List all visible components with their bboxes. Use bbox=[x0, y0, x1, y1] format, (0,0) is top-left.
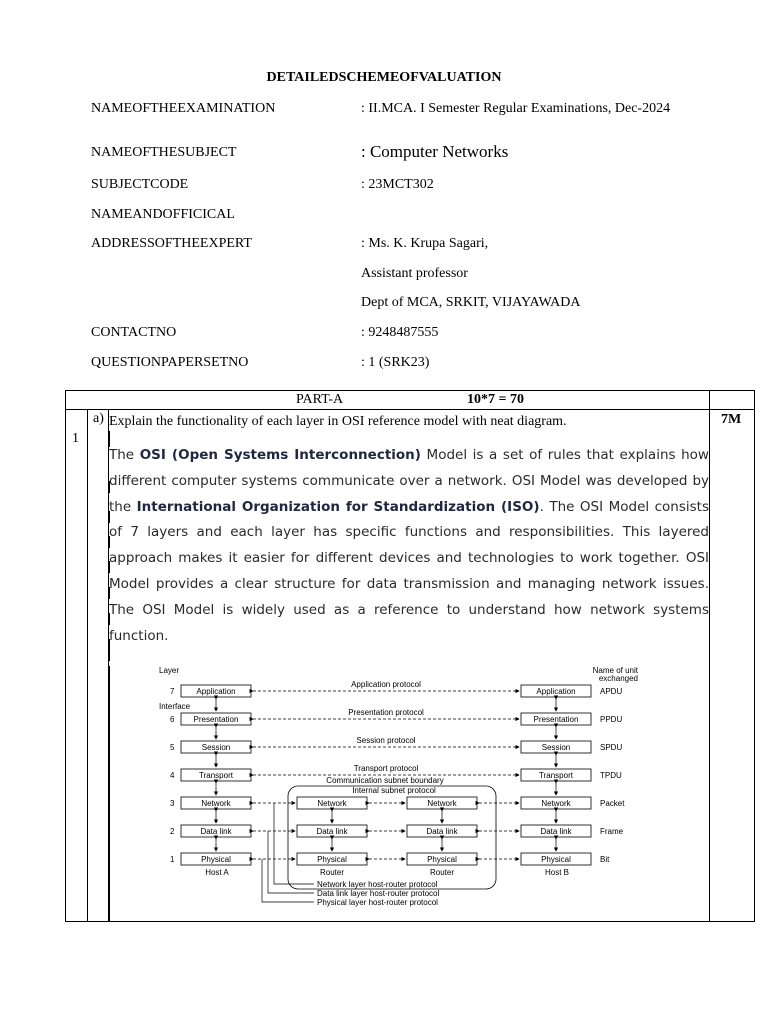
router-2-data-link-label: Data link bbox=[426, 827, 458, 836]
expert-name: : Ms. K. Krupa Sagari, bbox=[361, 236, 489, 251]
layer-number: 6 bbox=[170, 715, 175, 724]
host-b-label: Host B bbox=[544, 868, 570, 877]
host-a-presentation-label: Presentation bbox=[193, 715, 239, 724]
subnet-boundary-label: Communication subnet boundary bbox=[326, 776, 444, 785]
expert-label-line1: NAMEANDOFFICICAL bbox=[91, 207, 235, 222]
host-b-presentation-label: Presentation bbox=[533, 715, 579, 724]
marks-formula: 10*7 = 70 bbox=[467, 392, 524, 407]
layer-number: 3 bbox=[170, 799, 175, 808]
router-2-network-label: Network bbox=[427, 799, 457, 808]
host-a-application-label: Application bbox=[196, 687, 236, 696]
osi-diagram-svg bbox=[156, 663, 656, 913]
unit-label: PPDU bbox=[600, 715, 623, 724]
code-label: SUBJECTCODE bbox=[91, 177, 189, 192]
osi-diagram bbox=[156, 663, 656, 918]
contact-label: CONTACTNO bbox=[91, 325, 177, 340]
router-1-physical-label: Physical bbox=[317, 855, 347, 864]
host-b-network-label: Network bbox=[541, 799, 571, 808]
layer-number: 5 bbox=[170, 743, 175, 752]
unit-header-line2: exchanged bbox=[598, 674, 638, 683]
table-header-divider bbox=[66, 409, 754, 410]
unit-label: Bit bbox=[600, 855, 610, 864]
question-marks: 7M bbox=[721, 412, 742, 427]
answer-bold-iso: International Organization for Standardization (ISO) bbox=[136, 498, 540, 515]
sub-question-label: a) bbox=[93, 411, 104, 426]
router-1-network-label: Network bbox=[317, 799, 347, 808]
answer-text: . The OSI Model consists of 7 layers and each layer has specific functions and responsibilities. This layered approach makes it easier for different devices and technologies to work together. OSI Model provides a clear structure for data transmission and managing network issues. The OSI Model is widely used as a reference to understand how network systems function. bbox=[109, 498, 709, 644]
contact-value: : 9248487555 bbox=[361, 325, 439, 340]
expert-dept: Dept of MCA, SRKIT, VIJAYAWADA bbox=[361, 295, 581, 310]
layer-number: 7 bbox=[170, 687, 175, 696]
layer-number: 1 bbox=[170, 855, 175, 864]
host-b-data-link-label: Data link bbox=[540, 827, 572, 836]
question-number: 1 bbox=[72, 431, 79, 446]
osi-layers bbox=[170, 680, 625, 865]
subject-value: : Computer Networks bbox=[361, 142, 509, 161]
router-label-1: Router bbox=[319, 868, 345, 877]
interface-label: Interface bbox=[159, 702, 191, 711]
subject-label: NAMEOFTHESUBJECT bbox=[91, 145, 237, 160]
table-col-divider-3 bbox=[709, 391, 710, 921]
set-value: : 1 (SRK23) bbox=[361, 355, 430, 370]
legend-physical: Physical layer host-router protocol bbox=[317, 898, 438, 907]
table-col-divider-1 bbox=[87, 409, 88, 921]
expert-role: Assistant professor bbox=[361, 266, 468, 281]
internal-protocol-label: Internal subnet protocol bbox=[352, 786, 436, 795]
expert-label-line2: ADDRESSOFTHEEXPERT bbox=[91, 236, 252, 251]
host-a-network-label: Network bbox=[201, 799, 231, 808]
peer-protocol-label: Transport protocol bbox=[353, 764, 419, 773]
layer-number: 2 bbox=[170, 827, 175, 836]
unit-label: SPDU bbox=[600, 743, 623, 752]
unit-label: APDU bbox=[600, 687, 623, 696]
peer-protocol-label: Application protocol bbox=[351, 680, 421, 689]
host-a-label: Host A bbox=[205, 868, 229, 877]
layer-header: Layer bbox=[159, 666, 180, 675]
exam-label: NAMEOFTHEEXAMINATION bbox=[91, 101, 276, 116]
legend-network: Network layer host-router protocol bbox=[317, 880, 438, 889]
router-2-physical-label: Physical bbox=[427, 855, 457, 864]
text-cursor-mark bbox=[109, 666, 110, 922]
question-text: Explain the functionality of each layer in OSI reference model with neat diagram. bbox=[109, 414, 567, 429]
part-label: PART-A bbox=[296, 392, 344, 407]
host-a-session-label: Session bbox=[201, 743, 231, 752]
host-b-physical-label: Physical bbox=[541, 855, 571, 864]
answer-text: The bbox=[109, 447, 140, 463]
exam-value: : II.MCA. I Semester Regular Examinations, Dec-2024 bbox=[361, 101, 671, 116]
code-value: : 23MCT302 bbox=[361, 177, 434, 192]
unit-header-line1: Name of unit bbox=[592, 666, 638, 675]
set-label: QUESTIONPAPERSETNO bbox=[91, 355, 249, 370]
host-a-data-link-label: Data link bbox=[200, 827, 232, 836]
peer-protocol-label: Session protocol bbox=[356, 736, 416, 745]
host-a-transport-label: Transport bbox=[199, 771, 233, 780]
host-b-transport-label: Transport bbox=[539, 771, 573, 780]
legend-datalink: Data link layer host-router protocol bbox=[317, 889, 440, 898]
answer-text: Model is a set of rules that explains how different computer systems communicate over a network. OSI Model was developed by the bbox=[109, 447, 709, 515]
host-a-physical-label: Physical bbox=[201, 855, 231, 864]
host-b-application-label: Application bbox=[536, 687, 576, 696]
host-b-session-label: Session bbox=[541, 743, 571, 752]
peer-protocol-label: Presentation protocol bbox=[348, 708, 424, 717]
unit-label: TPDU bbox=[600, 771, 622, 780]
answer-bold-osi: OSI (Open Systems Interconnection) bbox=[139, 447, 421, 463]
unit-label: Packet bbox=[600, 799, 625, 808]
router-1-data-link-label: Data link bbox=[316, 827, 348, 836]
answer-paragraph bbox=[109, 443, 709, 649]
router-label-2: Router bbox=[429, 868, 455, 877]
unit-label: Frame bbox=[600, 827, 624, 836]
marks-table bbox=[65, 390, 755, 922]
layer-number: 4 bbox=[170, 771, 175, 780]
page-title: DETAILEDSCHEMEOFVALUATION bbox=[266, 70, 502, 85]
